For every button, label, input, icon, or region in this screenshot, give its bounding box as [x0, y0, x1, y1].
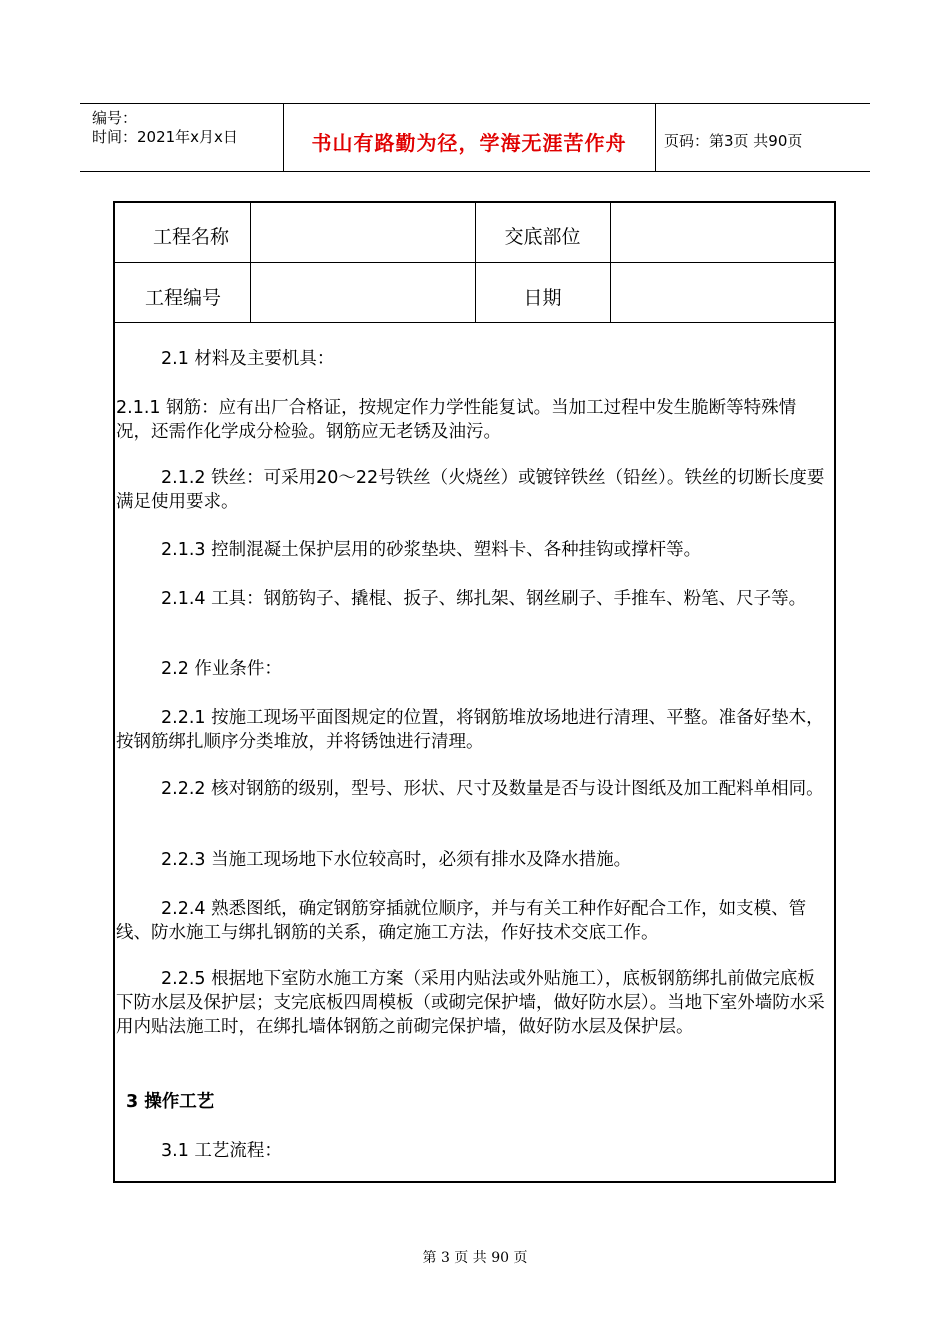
paragraph: 2.1.4 工具：钢筋钩子、撬棍、扳子、绑扎架、钢丝刷子、手推车、粉笔、尺子等。 — [161, 589, 807, 609]
project-name-label: 工程名称 — [152, 226, 229, 248]
date-label: 日期 — [523, 287, 562, 309]
paragraph: 2.2 作业条件： — [161, 659, 282, 679]
paragraph: 2.2.4 熟悉图纸，确定钢筋穿插就位顺序，并与有关工种作好配合工作，如支模、管线、防水施工与绑扎钢筋的关系，确定施工方法，作好技术交底工作。 — [116, 899, 807, 943]
page-footer: 第 3 页 共 90 页 — [422, 1250, 528, 1266]
document-time-label: 时间：2021年x月x日 — [92, 128, 238, 146]
project-number-label: 工程编号 — [144, 287, 221, 309]
document-number-label: 编号： — [92, 109, 138, 127]
content-body — [113, 0, 833, 1184]
paragraph: 2.1.1 钢筋：应有出厂合格证，按规定作力学性能复试。当加工过程中发生脆断等特殊情况，还需作化学成分检验。钢筋应无老锈及油污。 — [116, 398, 797, 442]
handover-part-label: 交底部位 — [504, 226, 581, 248]
header-slogan: 书山有路勤为径，学海无涯苦作舟 — [311, 131, 627, 155]
header-page-label: 页码：第3页 共90页 — [664, 132, 803, 150]
paragraph: 2.2.1 按施工现场平面图规定的位置，将钢筋堆放场地进行清理、平整。准备好垫木，按钢筋绑扎顺序分类堆放，并将锈蚀进行清理。 — [116, 708, 824, 752]
paragraph: 3.1 工艺流程： — [161, 1141, 282, 1161]
paragraph: 2.1.3 控制混凝土保护层用的砂浆垫块、塑料卡、各种挂钩或撑杆等。 — [161, 540, 702, 560]
paragraph: 2.1.2 铁丝：可采用20～22号铁丝（火烧丝）或镀锌铁丝（铅丝）。铁丝的切断长度要满足使用要求。 — [116, 468, 825, 512]
paragraph: 2.1 材料及主要机具： — [161, 349, 335, 369]
paragraph: 2.2.3 当施工现场地下水位较高时，必须有排水及降水措施。 — [161, 850, 632, 870]
paragraph: 2.2.5 根据地下室防水施工方案（采用内贴法或外贴施工），底板钢筋绑扎前做完底板下防水层及保护层；支完底板四周模板（或砌完保护墙，做好防水层）。当地下室外墙防水采用内贴法施工时，在绑扎墙体钢筋之前砌完保护墙，做好防水层及保护层。 — [116, 969, 825, 1037]
paragraph: 2.2.2 核对钢筋的级别，型号、形状、尺寸及数量是否与设计图纸及加工配料单相同。 — [161, 779, 824, 799]
section-heading: 3 操作工艺 — [126, 1092, 215, 1112]
